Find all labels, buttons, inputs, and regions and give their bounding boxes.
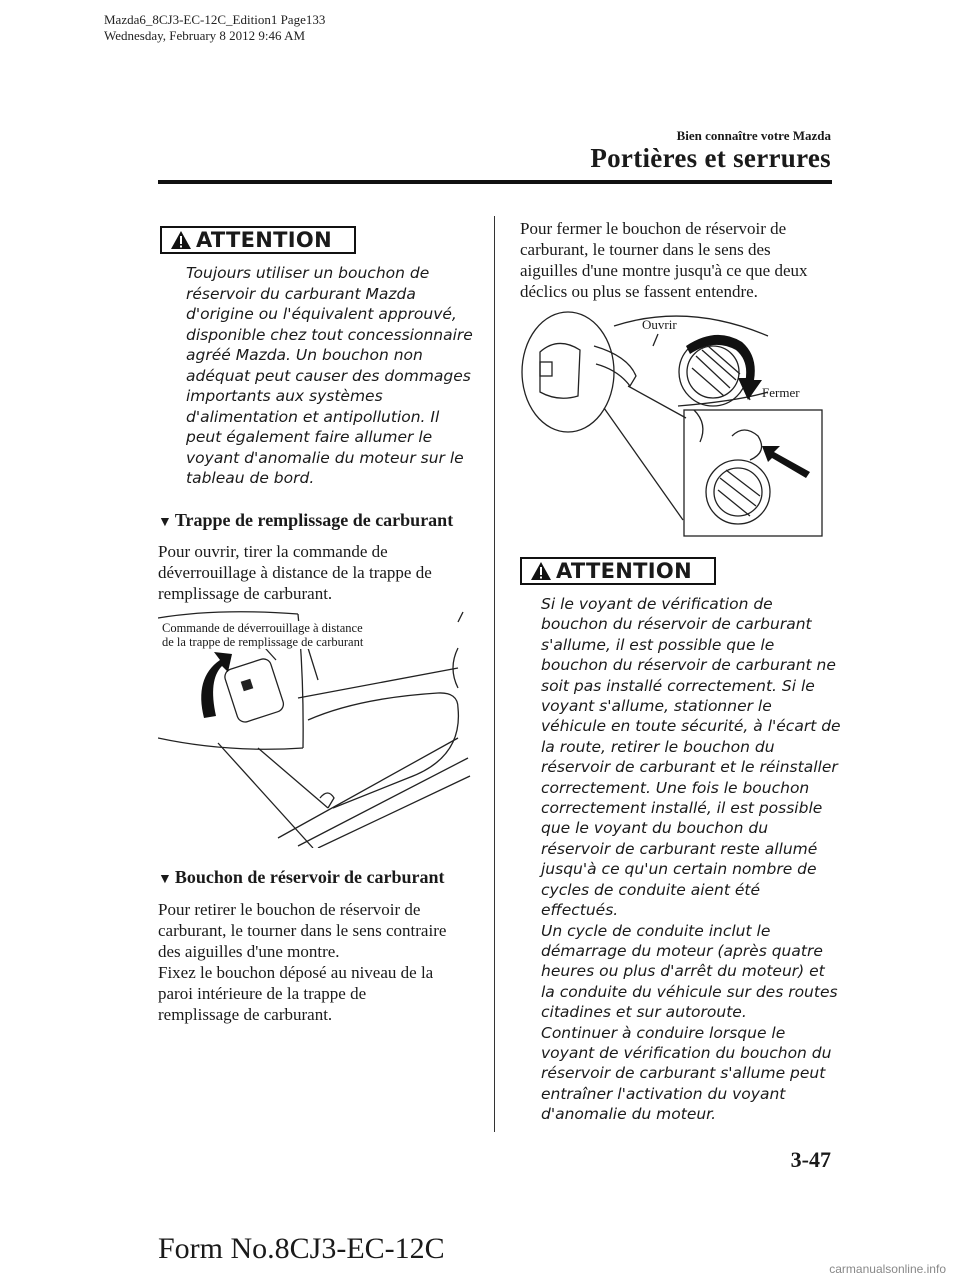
print-metadata-line2: Wednesday, February 8 2012 9:46 AM [104,28,306,43]
text-line: remplissage de carburant. [158,1005,333,1024]
print-metadata-line1: Mazda6_8CJ3-EC-12C_Edition1 Page133 [104,12,326,27]
close-label: Fermer [762,385,800,400]
text-line: carburant, le tourner dans le sens contraire [158,921,447,940]
form-number: Form No.8CJ3-EC-12C [158,1232,445,1265]
release-lever-caption [162,621,442,649]
text-line: citadines et sur autoroute. [541,1003,747,1022]
text-line: la conduite du véhicule sur des routes [541,982,838,1001]
attention-text-2 [541,594,841,1125]
attention-text-1 [186,263,486,489]
text-line: Fixez le bouchon déposé au niveau de la [158,963,434,982]
text-line: voyant de vérification du bouchon du [541,1043,832,1062]
text-line: s'allume, il est possible que le [541,635,775,654]
text-line: carburant, le tourner dans le sens des [520,240,771,259]
triangle-marker-icon: ▼ [158,872,172,887]
chapter-title: Bien connaître votre Mazda [676,128,831,143]
text-line: heures ou plus d'arrêt du moteur) et [541,962,825,981]
text-line: disponible chez tout concessionnaire [186,325,473,344]
text-line: voyant s'allume, stationner le [541,697,772,716]
text-line: d'alimentation et antipollution. Il [186,407,440,426]
text-line: démarrage du moteur (après quatre [541,941,823,960]
warning-icon [170,230,192,250]
fuel-cap-illustration [518,306,828,542]
text-line: soit pas installé correctement. Si le [541,676,815,695]
text-line: cycles de conduite aient été effectués. [541,880,761,920]
text-line: Si le voyant de vérification de [541,595,773,613]
caption-line: Commande de déverrouillage à distance [162,621,363,635]
text-line: que le voyant du bouchon du [541,819,769,838]
text-line: entraîner l'activation du voyant [541,1084,786,1103]
fuel-lid-paragraph [158,541,488,604]
text-line: réservoir de carburant s'allume peut [541,1064,826,1083]
fuel-cap-paragraph [158,899,488,1025]
attention-label-2: ATTENTION [556,559,692,583]
section-heading-text: Trappe de remplissage de carburant [174,510,454,530]
text-line: importants aux systèmes [186,387,383,405]
text-line: véhicule en toute sécurité, à l'écart de [541,717,841,736]
text-line: déverrouillage à distance de la trappe de [158,563,432,582]
text-line: réservoir du carburant Mazda [186,284,416,303]
attention-box-1 [160,226,356,254]
text-line: déclics ou plus se fassent entendre. [520,282,758,301]
text-line: la route, retirer le bouchon du [541,737,775,756]
text-line: voyant d'anomalie du moteur sur le [186,448,464,467]
text-line: adéquat peut causer des dommages [186,366,471,385]
text-line: Continuer à conduire lorsque le [541,1023,786,1042]
open-label: Ouvrir [642,317,677,332]
text-line: correctement. Une fois le bouchon [541,778,810,797]
text-line: Pour retirer le bouchon de réservoir de [158,900,421,919]
closing-instructions [520,218,840,302]
text-line: Un cycle de conduite inclut le [541,921,771,940]
print-metadata [104,12,325,44]
page-title: Portières et serrures [590,143,831,173]
section-heading-fuel-cap [158,867,445,888]
text-line: Pour ouvrir, tirer la commande de [158,542,388,561]
watermark: carmanualsonline.info [829,1262,946,1276]
text-line: aiguilles d'une montre jusqu'à ce que deux [520,261,808,280]
text-line: Toujours utiliser un bouchon de [186,264,430,282]
text-line: des aiguilles d'une montre. [158,942,340,961]
text-line: correctement installé, il est possible [541,799,823,818]
text-line: tableau de bord. [186,469,315,487]
fuel-cap-drawing [518,306,828,542]
text-line: bouchon du réservoir de carburant [541,615,812,634]
text-line: d'anomalie du moteur. [541,1105,717,1124]
column-divider [494,216,495,1132]
text-line: paroi intérieure de la trappe de [158,984,367,1003]
text-line: réservoir de carburant reste allumé [541,839,818,858]
text-line: remplissage de carburant. [158,584,333,603]
attention-label-1: ATTENTION [196,228,332,252]
section-heading-fuel-lid [158,510,453,531]
warning-icon [530,561,552,581]
text-line: Pour fermer le bouchon de réservoir de [520,219,787,238]
section-heading-text: Bouchon de réservoir de carburant [174,867,445,887]
triangle-marker-icon: ▼ [158,515,172,530]
caption-line: de la trappe de remplissage de carburant [162,635,364,649]
text-line: d'origine ou l'équivalent approuvé, [186,305,457,323]
attention-box-2 [520,557,716,585]
page-number: 3-47 [790,1147,831,1172]
text-line: peut également faire allumer le [186,428,433,446]
text-line: réservoir de carburant et le réinstaller [541,758,838,777]
header-rule [158,180,832,184]
text-line: jusqu'à ce qu'un certain nombre de [541,860,817,879]
text-line: bouchon du réservoir de carburant ne [541,656,836,675]
text-line: agréé Mazda. Un bouchon non [186,346,423,364]
